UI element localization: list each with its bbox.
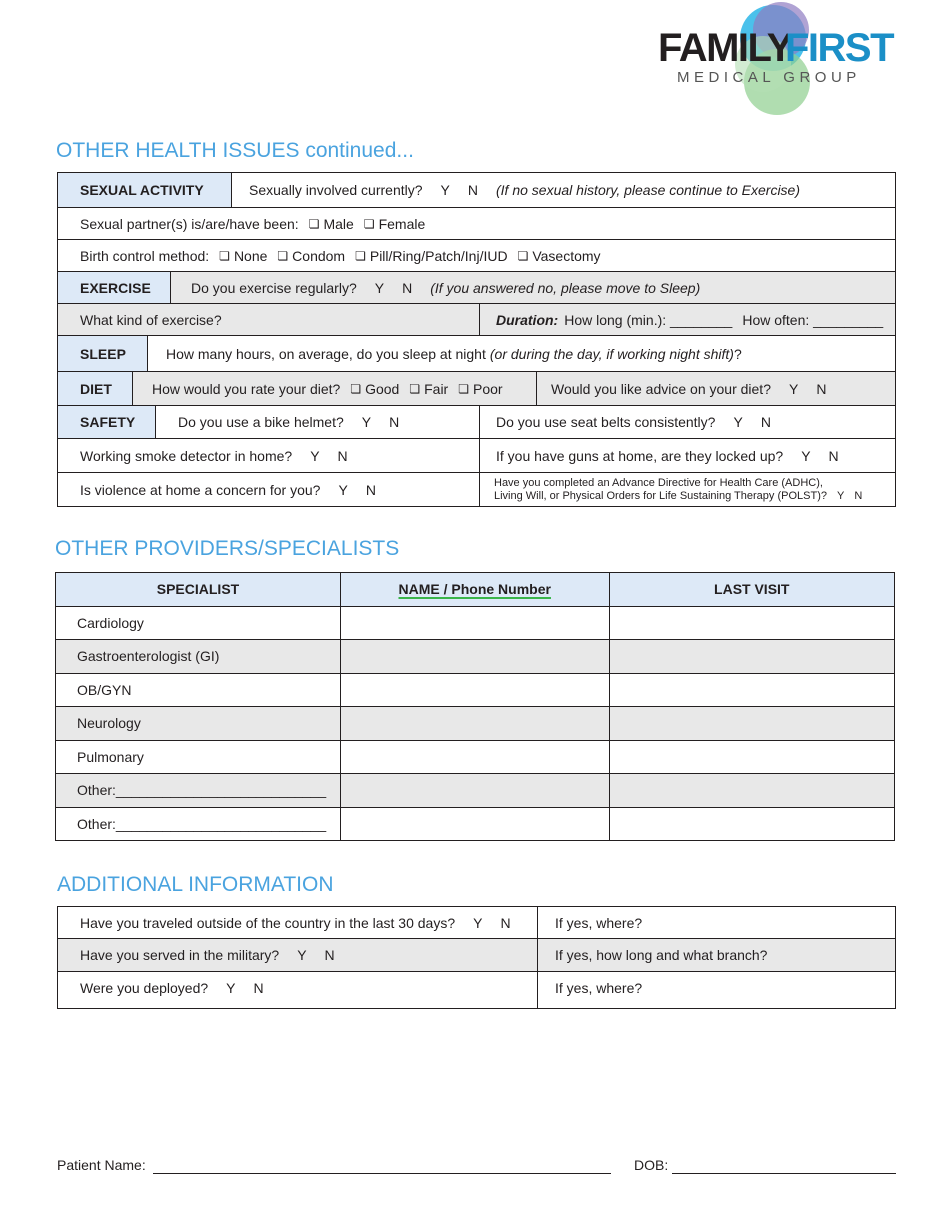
no-option[interactable]: N	[253, 980, 264, 996]
yes-option[interactable]: Y	[297, 947, 307, 963]
last-visit-cell[interactable]	[609, 673, 894, 707]
health-section-title: OTHER HEALTH ISSUES continued...	[56, 139, 414, 162]
table-row	[56, 673, 895, 707]
name-phone-cell[interactable]	[340, 673, 609, 707]
specialists-table	[55, 572, 895, 841]
birth-control-row: Birth control method: ❏ None ❏ Condom ❏ Pill/Ring/Patch/Inj/IUD ❏ Vasectomy	[57, 240, 896, 272]
specialist-cell: OB/GYN	[56, 673, 341, 707]
specialist-cell: Gastroenterologist (GI)	[56, 640, 341, 674]
no-option[interactable]: N	[365, 481, 376, 498]
no-option[interactable]: N	[500, 914, 511, 931]
partner-option-female: Female	[378, 215, 426, 232]
yes-option[interactable]: Y	[310, 447, 320, 464]
yes-option[interactable]: Y	[788, 380, 799, 397]
checkbox-icon[interactable]: ❏	[308, 216, 320, 231]
travel-where-field[interactable]: If yes, where?	[537, 907, 642, 938]
name-phone-cell[interactable]	[340, 807, 609, 841]
no-option[interactable]: N	[337, 447, 348, 464]
yes-option[interactable]: Y	[733, 414, 743, 430]
checkbox-icon[interactable]: ❏	[458, 381, 469, 396]
name-phone-cell[interactable]	[340, 774, 609, 808]
last-visit-cell[interactable]	[609, 707, 894, 741]
yes-option[interactable]: Y	[440, 182, 450, 198]
no-option[interactable]: N	[402, 279, 413, 296]
diet-option-fair: Fair	[424, 380, 449, 397]
sexual-partner-row: Sexual partner(s) is/are/have been: ❏ Male ❏ Female	[57, 208, 896, 240]
table-row	[56, 807, 895, 841]
logo-word-first: FIRST	[785, 26, 894, 70]
travel-row: Have you traveled outside of the country in the last 30 days? Y N If yes, where?	[57, 906, 896, 939]
sexual-activity-row	[57, 172, 896, 208]
last-visit-cell[interactable]	[609, 774, 894, 808]
safety-row: SAFETY Do you use a bike helmet? Y N Do you use seat belts consistently? Y N	[57, 406, 896, 439]
exercise-kind-question: What kind of exercise?	[80, 311, 222, 328]
yes-option[interactable]: Y	[226, 980, 236, 996]
partner-option-male: Male	[323, 215, 354, 232]
diet-option-good: Good	[365, 380, 400, 397]
patient-name-field[interactable]	[153, 1173, 611, 1174]
last-visit-cell[interactable]	[609, 606, 894, 640]
yes-option[interactable]: Y	[836, 489, 845, 502]
specialist-cell: Pulmonary	[56, 740, 341, 774]
how-long-field[interactable]: How long (min.): ________	[564, 311, 733, 328]
birth-option-vasectomy: Vasectomy	[532, 247, 601, 264]
name-phone-cell[interactable]	[340, 606, 609, 640]
no-option[interactable]: N	[760, 414, 771, 430]
checkbox-icon[interactable]: ❏	[517, 248, 529, 263]
specialist-cell: Neurology	[56, 707, 341, 741]
deployed-row: Were you deployed? Y N If yes, where?	[57, 972, 896, 1009]
safety-label: SAFETY	[58, 406, 156, 438]
additional-section-title: ADDITIONAL INFORMATION	[57, 873, 334, 896]
last-visit-cell[interactable]	[609, 640, 894, 674]
no-option[interactable]: N	[324, 947, 335, 963]
exercise-row: EXERCISE Do you exercise regularly? Y N (If you answered no, please move to Sleep)	[57, 272, 896, 304]
family-first-logo	[655, 0, 905, 120]
table-header-row	[56, 573, 895, 607]
sexual-activity-question: Sexually involved currently? Y N (If no sexual history, please continue to Exercise)	[249, 182, 801, 198]
dob-label: DOB:	[634, 1157, 669, 1173]
table-row	[56, 606, 895, 640]
no-option[interactable]: N	[816, 380, 827, 397]
name-phone-cell[interactable]	[340, 707, 609, 741]
column-header-name-phone: NAME / Phone Number	[340, 573, 609, 607]
last-visit-cell[interactable]	[609, 740, 894, 774]
table-row	[56, 774, 895, 808]
logo-subtitle: MEDICAL GROUP	[677, 69, 861, 86]
providers-section-title: OTHER PROVIDERS/SPECIALISTS	[55, 537, 400, 560]
diet-option-poor: Poor	[473, 380, 503, 397]
deployed-where-field[interactable]: If yes, where?	[537, 972, 642, 1008]
last-visit-cell[interactable]	[609, 807, 894, 841]
yes-option[interactable]: Y	[338, 481, 348, 498]
table-row	[56, 707, 895, 741]
sleep-label: SLEEP	[58, 336, 148, 371]
specialist-cell: Cardiology	[56, 606, 341, 640]
checkbox-icon[interactable]: ❏	[409, 381, 421, 396]
table-row	[56, 640, 895, 674]
smoke-guns-row: Working smoke detector in home? Y N If you have guns at home, are they locked up? Y N	[57, 439, 896, 473]
no-option[interactable]: N	[467, 182, 478, 198]
yes-option[interactable]: Y	[473, 914, 483, 931]
violence-directive-row: Is violence at home a concern for you? Y N Have you completed an Advance Directive for Health Care (ADHC), Living Will, or Physical Orders for Life Sustaining Therapy (POLST)? Y N	[57, 473, 896, 507]
no-option[interactable]: N	[389, 414, 400, 430]
how-often-field[interactable]: How often: _________	[742, 311, 884, 328]
checkbox-icon[interactable]: ❏	[219, 248, 230, 263]
table-row	[56, 740, 895, 774]
dob-field[interactable]	[672, 1173, 896, 1174]
yes-option[interactable]: Y	[374, 279, 385, 296]
birth-option-condom: Condom	[292, 247, 346, 264]
checkbox-icon[interactable]: ❏	[363, 216, 375, 231]
military-row: Have you served in the military? Y N If yes, how long and what branch?	[57, 939, 896, 972]
exercise-kind-row: What kind of exercise? Duration: How long (min.): ________ How often: _________	[57, 304, 896, 336]
specialist-cell[interactable]: Other:___________________________	[56, 774, 341, 808]
diet-row: DIET How would you rate your diet? ❏ Good ❏ Fair ❏ Poor Would you like advice on your diet? Y N	[57, 372, 896, 406]
sleep-row: SLEEP How many hours, on average, do you sleep at night (or during the day, if working night shift) ?	[57, 336, 896, 372]
yes-option[interactable]: Y	[801, 447, 811, 464]
name-phone-cell[interactable]	[340, 640, 609, 674]
birth-option-pill: Pill/Ring/Patch/Inj/IUD	[369, 247, 508, 264]
yes-option[interactable]: Y	[361, 414, 372, 430]
specialist-cell[interactable]: Other:___________________________	[56, 807, 341, 841]
checkbox-icon[interactable]: ❏	[277, 248, 289, 263]
checkbox-icon[interactable]: ❏	[350, 381, 362, 396]
exercise-label: EXERCISE	[58, 272, 171, 303]
column-header-last-visit: LAST VISIT	[609, 573, 894, 607]
no-option[interactable]: N	[828, 447, 839, 464]
diet-label: DIET	[58, 372, 133, 405]
sexual-activity-label: SEXUAL ACTIVITY	[58, 173, 232, 207]
checkbox-icon[interactable]: ❏	[355, 248, 366, 263]
logo-word-family: FAMILY	[658, 26, 792, 70]
birth-option-none: None	[233, 247, 268, 264]
patient-name-label: Patient Name:	[57, 1157, 146, 1173]
column-header-specialist: SPECIALIST	[56, 573, 341, 607]
military-branch-field[interactable]: If yes, how long and what branch?	[537, 939, 767, 971]
no-option[interactable]: N	[854, 489, 863, 502]
name-phone-cell[interactable]	[340, 740, 609, 774]
